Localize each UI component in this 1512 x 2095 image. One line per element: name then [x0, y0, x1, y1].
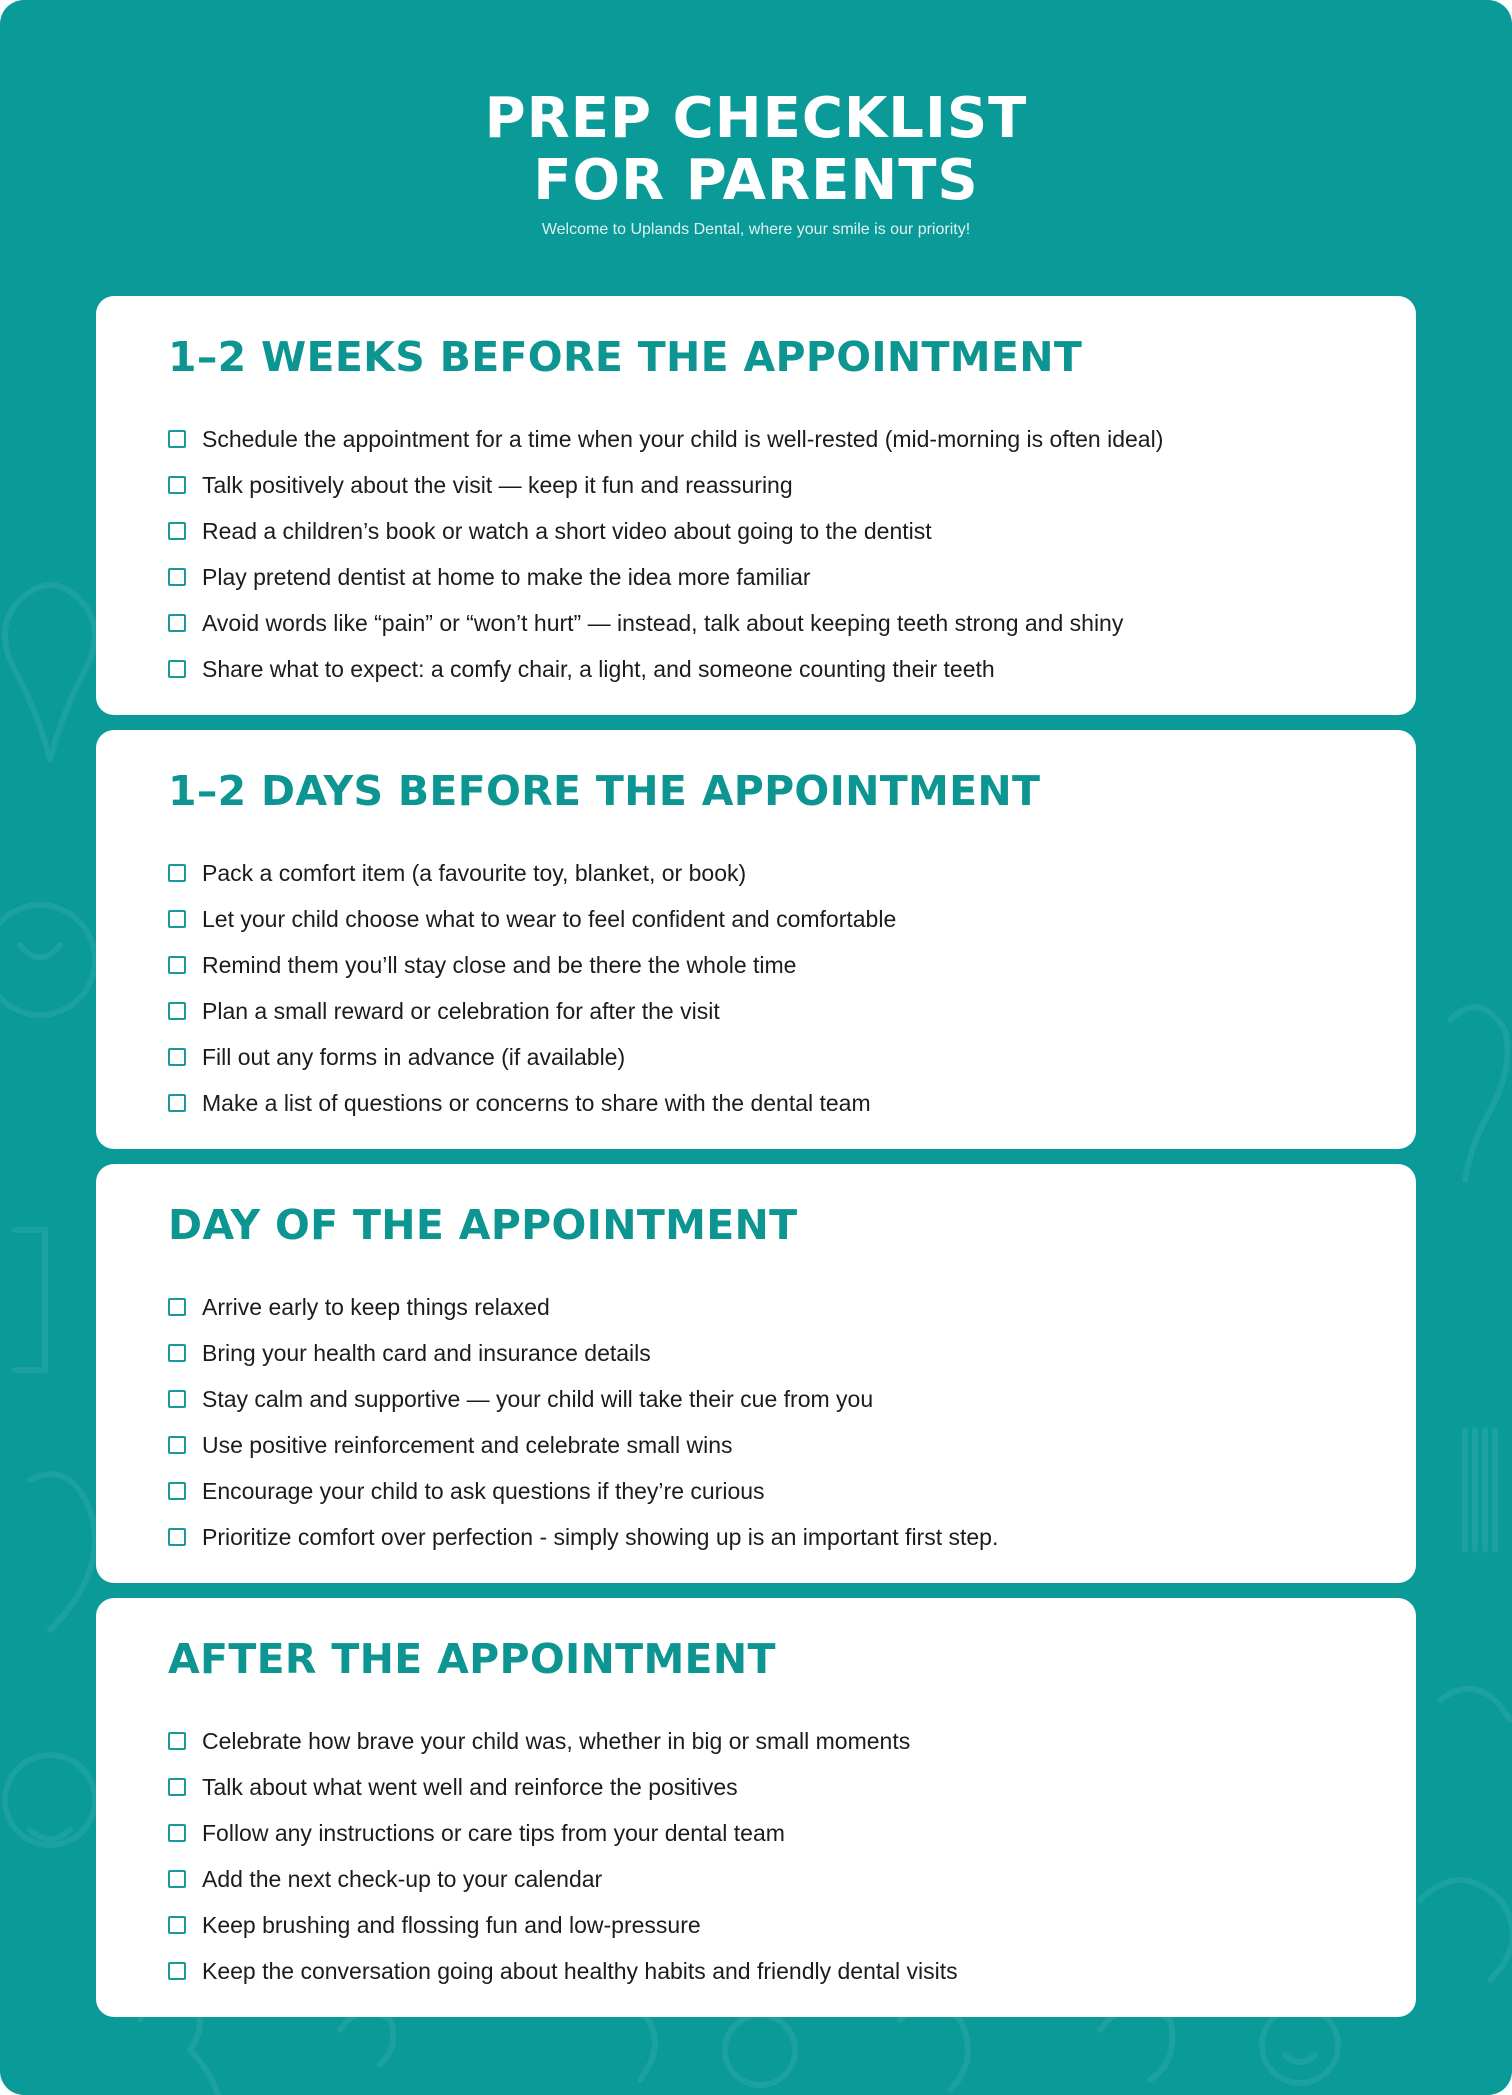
checklist-item: [168, 1902, 1344, 1948]
checkbox[interactable]: [168, 568, 186, 586]
checklist-item: [168, 1284, 1344, 1330]
checklist-item-label: Share what to expect: a comfy chair, a light, and someone counting their teeth: [202, 655, 995, 682]
checkbox[interactable]: [168, 956, 186, 974]
checkbox[interactable]: [168, 1962, 186, 1980]
page-title-line-2: FOR PARENTS: [533, 148, 979, 213]
checklist-item: [168, 600, 1344, 646]
checklist-item-label: Arrive early to keep things relaxed: [202, 1293, 550, 1320]
checklist-item-label: Remind them you’ll stay close and be there the whole time: [202, 951, 797, 978]
checklist-item-label: Celebrate how brave your child was, whether in big or small moments: [202, 1727, 911, 1754]
checkbox[interactable]: [168, 614, 186, 632]
checklist-item: [168, 1718, 1344, 1764]
section-after: [96, 1598, 1416, 2017]
checklist: [168, 850, 1344, 1126]
checklist-item-label: Schedule the appointment for a time when your child is well-rested (mid-morning is often ideal): [202, 425, 1164, 452]
checkbox[interactable]: [168, 1778, 186, 1796]
checklist-item: [168, 942, 1344, 988]
section-title: 1–2 WEEKS BEFORE THE APPOINTMENT: [168, 333, 1083, 381]
checklist-item-label: Follow any instructions or care tips from your dental team: [202, 1819, 785, 1846]
checklist-item-label: Avoid words like “pain” or “won’t hurt” — instead, talk about keeping teeth strong and shiny: [202, 609, 1124, 636]
checklist-item-label: Keep the conversation going about healthy habits and friendly dental visits: [202, 1957, 958, 1984]
checklist-item: [168, 1422, 1344, 1468]
checkbox[interactable]: [168, 522, 186, 540]
page-title-line-1: PREP CHECKLIST: [484, 86, 1028, 151]
section-title: DAY OF THE APPOINTMENT: [168, 1201, 798, 1249]
checkbox[interactable]: [168, 1344, 186, 1362]
checklist-item: [168, 1764, 1344, 1810]
checkbox[interactable]: [168, 430, 186, 448]
section-title: AFTER THE APPOINTMENT: [168, 1635, 776, 1683]
checkbox[interactable]: [168, 910, 186, 928]
checkbox[interactable]: [168, 1390, 186, 1408]
checkbox[interactable]: [168, 1298, 186, 1316]
section-weeks-before: [96, 296, 1416, 715]
checklist-item: [168, 850, 1344, 896]
checklist-item: [168, 1514, 1344, 1560]
checkbox[interactable]: [168, 1916, 186, 1934]
checklist-item: [168, 1948, 1344, 1994]
checkbox[interactable]: [168, 1002, 186, 1020]
checklist-item-label: Stay calm and supportive — your child will take their cue from you: [202, 1385, 874, 1412]
section-day-of: [96, 1164, 1416, 1583]
checklist-item: [168, 462, 1344, 508]
checklist-item-label: Fill out any forms in advance (if available): [202, 1043, 626, 1070]
page-subtitle: Welcome to Uplands Dental, where your smile is our priority!: [541, 221, 971, 238]
checklist-item-label: Let your child choose what to wear to feel confident and comfortable: [202, 905, 897, 932]
checklist-item-label: Plan a small reward or celebration for after the visit: [202, 997, 720, 1024]
checklist: [168, 1718, 1344, 1994]
checkbox[interactable]: [168, 1870, 186, 1888]
checklist-item: [168, 1034, 1344, 1080]
checklist-item: [168, 1810, 1344, 1856]
checklist-item: [168, 896, 1344, 942]
checklist-item: [168, 508, 1344, 554]
checklist-item-label: Encourage your child to ask questions if they’re curious: [202, 1477, 765, 1504]
checklist-item: [168, 646, 1344, 692]
checkbox[interactable]: [168, 660, 186, 678]
checklist-item: [168, 988, 1344, 1034]
checklist-item-label: Pack a comfort item (a favourite toy, blanket, or book): [202, 859, 747, 886]
checkbox[interactable]: [168, 1824, 186, 1842]
checklist-item: [168, 1856, 1344, 1902]
checklist-item: [168, 554, 1344, 600]
checkbox[interactable]: [168, 476, 186, 494]
checklist-item: [168, 416, 1344, 462]
checklist-item-label: Bring your health card and insurance details: [202, 1339, 651, 1366]
checklist-item-label: Talk positively about the visit — keep it fun and reassuring: [202, 471, 793, 498]
checklist-item-label: Use positive reinforcement and celebrate small wins: [202, 1431, 733, 1458]
page-title: [0, 88, 1512, 212]
checklist-item-label: Keep brushing and flossing fun and low-pressure: [202, 1911, 701, 1938]
section-title: 1–2 DAYS BEFORE THE APPOINTMENT: [168, 767, 1041, 815]
checklist-item: [168, 1330, 1344, 1376]
checkbox[interactable]: [168, 1436, 186, 1454]
checkbox[interactable]: [168, 864, 186, 882]
checklist-item: [168, 1080, 1344, 1126]
page-header: [0, 88, 1512, 240]
checkbox[interactable]: [168, 1482, 186, 1500]
checkbox[interactable]: [168, 1048, 186, 1066]
checklist-item-label: Add the next check-up to your calendar: [202, 1865, 603, 1892]
checklist-item-label: Make a list of questions or concerns to share with the dental team: [202, 1089, 871, 1116]
checkbox[interactable]: [168, 1732, 186, 1750]
checklist-item-label: Read a children’s book or watch a short video about going to the dentist: [202, 517, 932, 544]
checkbox[interactable]: [168, 1094, 186, 1112]
checklist: [168, 1284, 1344, 1560]
section-days-before: [96, 730, 1416, 1149]
checklist-item-label: Prioritize comfort over perfection - simply showing up is an important first step.: [202, 1523, 999, 1550]
checklist-item-label: Talk about what went well and reinforce the positives: [202, 1773, 738, 1800]
checklist: [168, 416, 1344, 692]
checklist-sections: [96, 296, 1416, 2032]
checklist-item: [168, 1376, 1344, 1422]
checkbox[interactable]: [168, 1528, 186, 1546]
checklist-item: [168, 1468, 1344, 1514]
checklist-item-label: Play pretend dentist at home to make the idea more familiar: [202, 563, 811, 590]
